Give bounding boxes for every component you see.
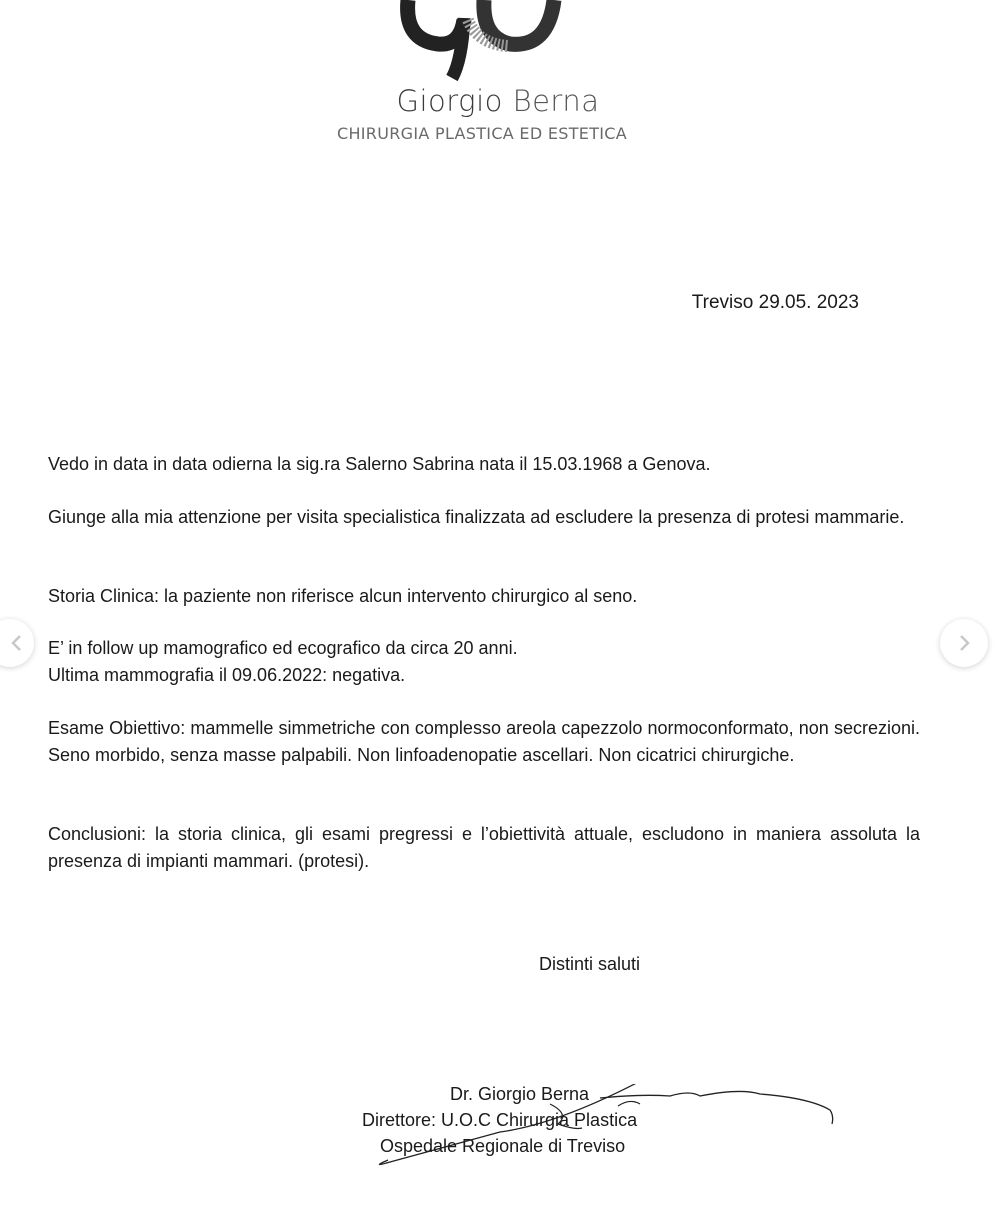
letterhead-subtitle: CHIRURGIA PLASTICA ED ESTETICA: [336, 124, 627, 143]
letter-date: Treviso 29.05. 2023: [691, 292, 859, 313]
reason-text: Giunge alla mia attenzione per visita specialistica finalizzata ad escludere la presenza di protesi mammarie.: [48, 507, 905, 527]
chevron-right-icon: [954, 633, 974, 653]
paragraph-exam: [48, 715, 920, 769]
letterhead-name: [0, 84, 996, 118]
handwritten-signature: [360, 1084, 840, 1174]
paragraph-intro: [48, 451, 920, 478]
followup-text-2: Ultima mammografia il 09.06.2022: negativa.: [48, 665, 406, 685]
paragraph-history: [48, 583, 920, 610]
previous-button[interactable]: [0, 619, 34, 667]
signature-hospital: Ospedale Regionale di Treviso: [380, 1136, 626, 1156]
next-button[interactable]: [940, 619, 988, 667]
letterhead-last-name: Berna: [512, 84, 600, 118]
signature-block: [360, 1084, 840, 1174]
followup-text-1: E’ in follow up mamografico ed ecografico da circa 20 anni.: [48, 638, 518, 658]
closing-salutation: Distinti saluti: [539, 954, 641, 974]
signature-role: Direttore: U.O.C Chirurgia Plastica: [362, 1110, 638, 1130]
chevron-left-icon: [7, 633, 27, 653]
signature-name: Dr. Giorgio Berna: [450, 1084, 590, 1104]
gb-monogram-logo: [398, 0, 564, 82]
history-text: Storia Clinica: la paziente non riferisce alcun intervento chirurgico al seno.: [48, 586, 638, 606]
intro-text: Vedo in data in data odierna la sig.ra Salerno Sabrina nata il 15.03.1968 a Genova.: [48, 454, 711, 474]
letterhead-first-name: Giorgio: [396, 84, 503, 118]
paragraph-conclusions: [48, 821, 920, 875]
paragraph-reason: [48, 504, 920, 531]
paragraph-followup: [48, 635, 920, 689]
exam-text: Esame Obiettivo: mammelle simmetriche con complesso areola capezzolo normoconformato, non secrezioni. Seno morbido, senza masse palpabili. Non linfoadenopatie ascellari. Non cicatrici chirurgiche.: [48, 718, 920, 765]
conclusions-text: Conclusioni: la storia clinica, gli esami pregressi e l’obiettività attuale, escludono in maniera assoluta la presenza di impianti mammari. (protesi).: [48, 824, 920, 871]
